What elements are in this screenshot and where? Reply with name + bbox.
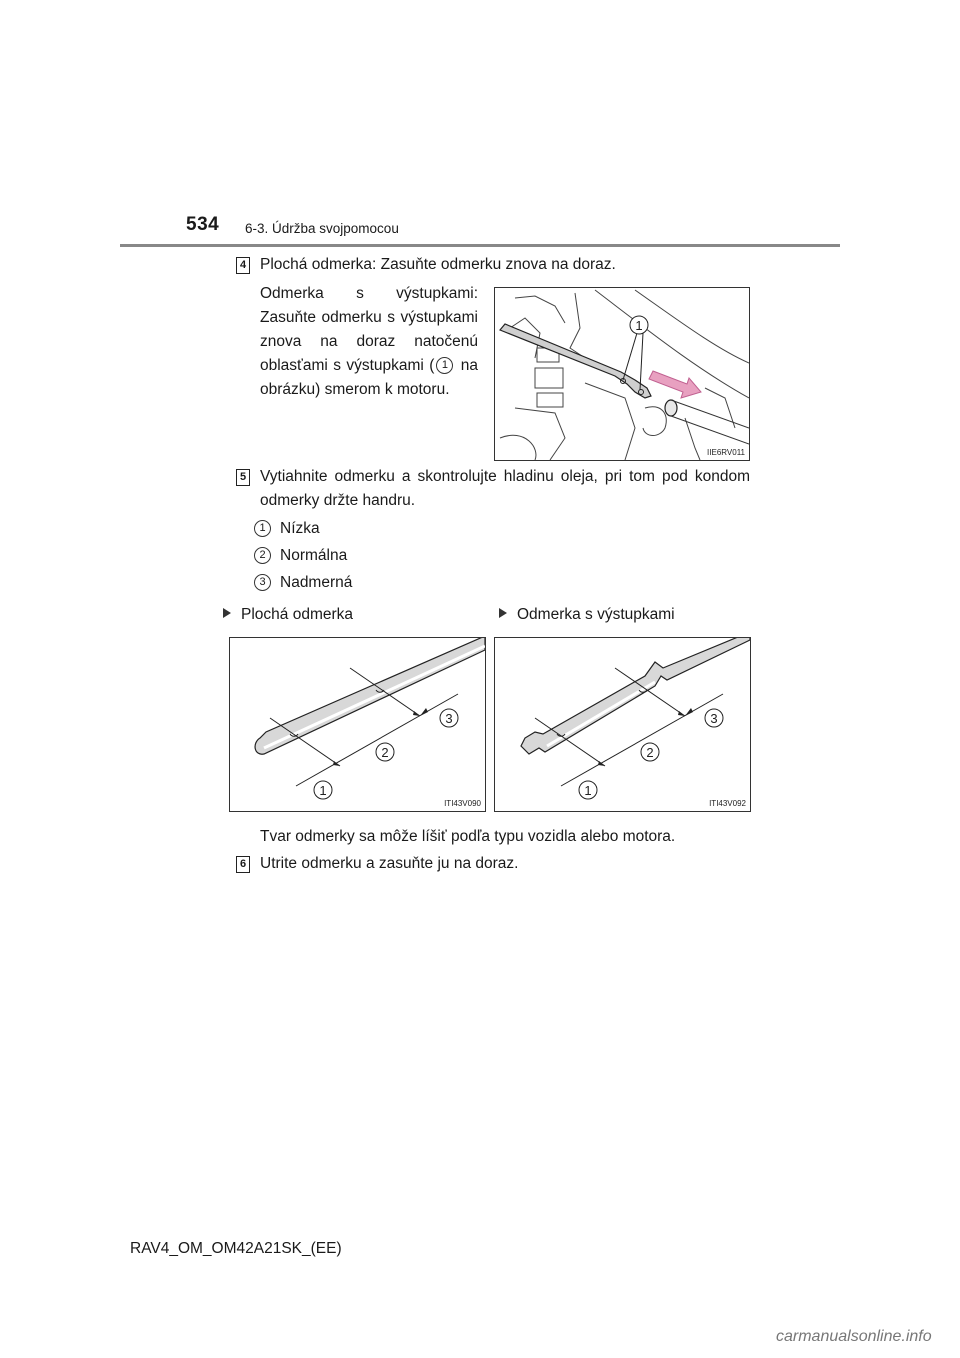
- flat-label-2: 2: [381, 745, 389, 760]
- level-num: 1: [254, 520, 271, 537]
- manual-code-footer: RAV4_OM_OM42A21SK_(EE): [130, 1240, 342, 1257]
- flat-dipstick-figure: [229, 637, 486, 812]
- flat-label-3: 3: [445, 711, 453, 726]
- bumps-dipstick-figure: [494, 637, 751, 812]
- level-item-excessive: [252, 572, 352, 594]
- bumps-label-1: 1: [584, 783, 592, 798]
- step-4-subtext: [260, 282, 478, 402]
- page-number: 534: [186, 214, 220, 235]
- caption-bumps-text: Odmerka s výstupkami: [517, 606, 675, 623]
- header-rule: [120, 244, 840, 247]
- engine-illustration: [495, 288, 749, 460]
- level-num: 3: [254, 574, 271, 591]
- bumps-dipstick-illustration: [495, 638, 750, 811]
- flat-dipstick-illustration: [230, 638, 485, 811]
- inline-callout-1: 1: [436, 357, 453, 374]
- section-title: 6-3. Údržba svojpomocou: [245, 221, 399, 236]
- step-badge-6: 6: [236, 856, 250, 873]
- bumps-label-3: 3: [710, 711, 718, 726]
- figure-code: IIE6RV011: [707, 448, 745, 457]
- step-4-sub-before: Odmerka s výstupkami: Zasuňte odmerku s výstupkami znova na doraz natočenú oblasťami s výstupkami (: [260, 285, 478, 374]
- caption-flat: [223, 603, 353, 627]
- step-5-text: Vytiahnite odmerku a skontrolujte hladinu oleja, pri tom pod kondom odmerky držte handru.: [260, 468, 750, 509]
- caption-flat-text: Plochá odmerka: [241, 606, 354, 623]
- step-4-text: Plochá odmerka: Zasuňte odmerku znova na doraz.: [260, 256, 616, 273]
- level-item-normal: [252, 545, 347, 567]
- step-6-text: Utrite odmerku a zasuňte ju na doraz.: [260, 855, 519, 872]
- engine-dipstick-figure: [494, 287, 750, 461]
- figure-code: ITI43V090: [444, 799, 481, 808]
- level-item-low: [252, 518, 320, 540]
- figure-callout-1: 1: [635, 318, 643, 333]
- level-label: Normálna: [280, 547, 348, 564]
- triangle-bullet-icon: [499, 608, 507, 618]
- level-label: Nadmerná: [280, 574, 353, 591]
- caption-bumps: [499, 603, 675, 627]
- step-badge-4: 4: [236, 257, 250, 274]
- triangle-bullet-icon: [223, 608, 231, 618]
- shape-note: Tvar odmerky sa môže líšiť podľa typu vozidla alebo motora.: [260, 828, 676, 845]
- step-badge-5: 5: [236, 469, 250, 486]
- level-label: Nízka: [280, 520, 320, 537]
- level-num: 2: [254, 547, 271, 564]
- flat-label-1: 1: [319, 783, 327, 798]
- step-4-sub-after: na obrázku) smerom k motoru.: [260, 357, 478, 398]
- figure-code: ITI43V092: [709, 799, 746, 808]
- bumps-label-2: 2: [646, 745, 654, 760]
- watermark: carmanualsonline.info: [776, 1328, 932, 1345]
